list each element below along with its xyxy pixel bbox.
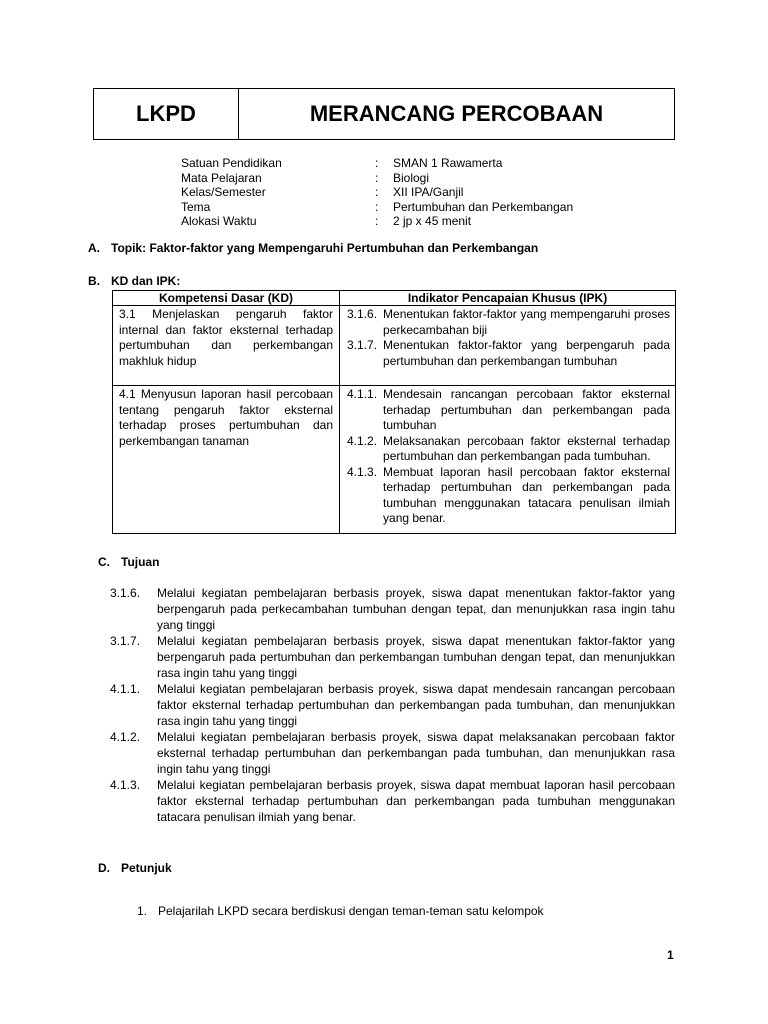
item-text: Melalui kegiatan pembelajaran berbasis proyek, siswa dapat mendesain rancangan percobaan faktor eksternal terhadap pertumbuhan dan perkembangan pada tumbuhan, dan menunjukkan rasa ingin tahu yang tinggi: [157, 682, 675, 728]
list-item: [110, 633, 675, 681]
section-letter: B.: [88, 274, 100, 288]
ipk-text: Mendesain rancangan percobaan faktor eksternal terhadap pertumbuhan dan perkembangan pada tumbuhan: [383, 387, 670, 432]
ipk-number: 4.1.2.: [347, 433, 378, 448]
list-item: [110, 729, 675, 777]
section-letter: A.: [88, 241, 100, 255]
kd-cell: 4.1 Menyusun laporan hasil percobaan tentang pengaruh faktor eksternal terhadap proses pertumbuhan dan perkembangan tanaman: [113, 386, 340, 534]
item-text: Melalui kegiatan pembelajaran berbasis proyek, siswa dapat menentukan faktor-faktor yang berpengaruh pada pertumbuhan dan perkembangan tumbuhan dengan tepat, dan menunjukkan rasa ingin tahu yang tinggi: [157, 634, 675, 680]
section-title: KD dan IPK:: [111, 274, 181, 288]
page-number: 1: [667, 948, 674, 962]
title-main: MERANCANG PERCOBAAN: [309, 101, 604, 126]
identity-label: Kelas/Semester: [181, 185, 266, 199]
ipk-item: [347, 307, 670, 338]
ipk-item: [347, 465, 670, 527]
section-b-heading: [88, 274, 180, 288]
identity-row: [181, 200, 573, 215]
item-number: 4.1.1.: [110, 682, 141, 696]
item-text: Melalui kegiatan pembelajaran berbasis proyek, siswa dapat menentukan faktor-faktor yang berpengaruh pada perkecambahan tumbuhan dengan tepat, dan menunjukkan rasa ingin tahu yang tinggi: [157, 586, 675, 632]
identity-row: [181, 171, 573, 186]
title-box: [93, 88, 675, 140]
title-lkpd: LKPD: [94, 89, 239, 139]
item-text: Pelajarilah LKPD secara berdiskusi dengan teman-teman satu kelompok: [158, 904, 544, 918]
identity-separator: :: [375, 199, 379, 214]
section-letter: C.: [98, 555, 110, 569]
column-header-ipk: Indikator Pencapaian Khusus (IPK): [340, 291, 676, 306]
ipk-text: Membuat laporan hasil percobaan faktor eksternal terhadap pertumbuhan dan perkembangan pada tumbuhan menggunakan tatacara penulisan ilmiah yang benar.: [383, 464, 670, 525]
list-item: [137, 904, 544, 918]
identity-value: SMAN 1 Rawamerta: [393, 156, 503, 170]
identity-row: [181, 156, 573, 171]
table-header-row: [113, 291, 676, 306]
ipk-number: 3.1.7.: [347, 338, 378, 352]
identity-separator: :: [375, 170, 379, 185]
item-number: 3.1.7.: [110, 634, 141, 648]
column-header-kd: Kompetensi Dasar (KD): [113, 291, 340, 306]
ipk-item: [347, 338, 670, 369]
ipk-number: 4.1.3.: [347, 464, 378, 479]
identity-separator: :: [375, 156, 379, 170]
tujuan-list: [110, 585, 675, 825]
identity-value: Pertumbuhan dan Perkembangan: [393, 199, 574, 214]
identity-block: [181, 156, 573, 229]
ipk-number: 4.1.1.: [347, 387, 378, 401]
identity-label: Alokasi Waktu: [181, 214, 257, 228]
identity-label: Mata Pelajaran: [181, 170, 262, 185]
identity-value: XII IPA/Ganjil: [393, 185, 464, 199]
section-title: Topik: Faktor-faktor yang Mempengaruhi Pertumbuhan dan Perkembangan: [111, 241, 539, 255]
ipk-number: 3.1.6.: [347, 307, 378, 321]
item-text: Melalui kegiatan pembelajaran berbasis proyek, siswa dapat melaksanakan percobaan faktor eksternal terhadap pertumbuhan dan perkembangan pada tumbuhan, dan menunjukkan rasa ingin tahu yang tinggi: [157, 730, 675, 776]
list-item: [110, 777, 675, 825]
identity-value: 2 jp x 45 menit: [393, 214, 472, 228]
identity-label: Satuan Pendidikan: [181, 156, 282, 170]
identity-label: Tema: [181, 199, 211, 214]
section-c-heading: [98, 555, 159, 569]
identity-separator: :: [375, 185, 379, 199]
item-text: Melalui kegiatan pembelajaran berbasis proyek, siswa dapat membuat laporan hasil percobaan faktor eksternal terhadap pertumbuhan dan perkembangan pada tumbuhan menggunakan tatacara penulisan ilmiah yang benar.: [157, 778, 675, 824]
section-title: Tujuan: [121, 555, 160, 569]
ipk-item: [347, 387, 670, 434]
ipk-text: Menentukan faktor-faktor yang berpengaruh pada pertumbuhan dan perkembangan tumbuhan: [383, 338, 670, 368]
ipk-text: Melaksanakan percobaan faktor eksternal terhadap pertumbuhan dan perkembangan pada tumbuhan.: [383, 433, 670, 463]
list-item: [110, 681, 675, 729]
table-row: [113, 386, 676, 534]
identity-row: [181, 214, 573, 229]
section-d-heading: [98, 861, 172, 875]
kd-ipk-table: [112, 290, 676, 534]
table-row: [113, 306, 676, 386]
petunjuk-list: [137, 904, 544, 918]
identity-separator: :: [375, 214, 379, 228]
identity-row: [181, 185, 573, 200]
section-letter: D.: [98, 861, 110, 875]
list-item: [110, 585, 675, 633]
item-number: 4.1.3.: [110, 778, 141, 792]
ipk-cell: [340, 306, 676, 386]
section-a-heading: [88, 241, 538, 255]
ipk-text: Menentukan faktor-faktor yang mempengaruhi proses perkecambahan biji: [383, 307, 670, 337]
identity-value: Biologi: [393, 170, 430, 185]
ipk-item: [347, 434, 670, 465]
ipk-cell: [340, 386, 676, 534]
item-number: 1.: [137, 904, 148, 918]
item-number: 4.1.2.: [110, 730, 141, 744]
section-title: Petunjuk: [121, 861, 172, 875]
item-number: 3.1.6.: [110, 586, 141, 600]
kd-cell: 3.1 Menjelaskan pengaruh faktor internal dan faktor eksternal terhadap pertumbuhan dan perkembangan makhluk hidup: [113, 306, 340, 386]
